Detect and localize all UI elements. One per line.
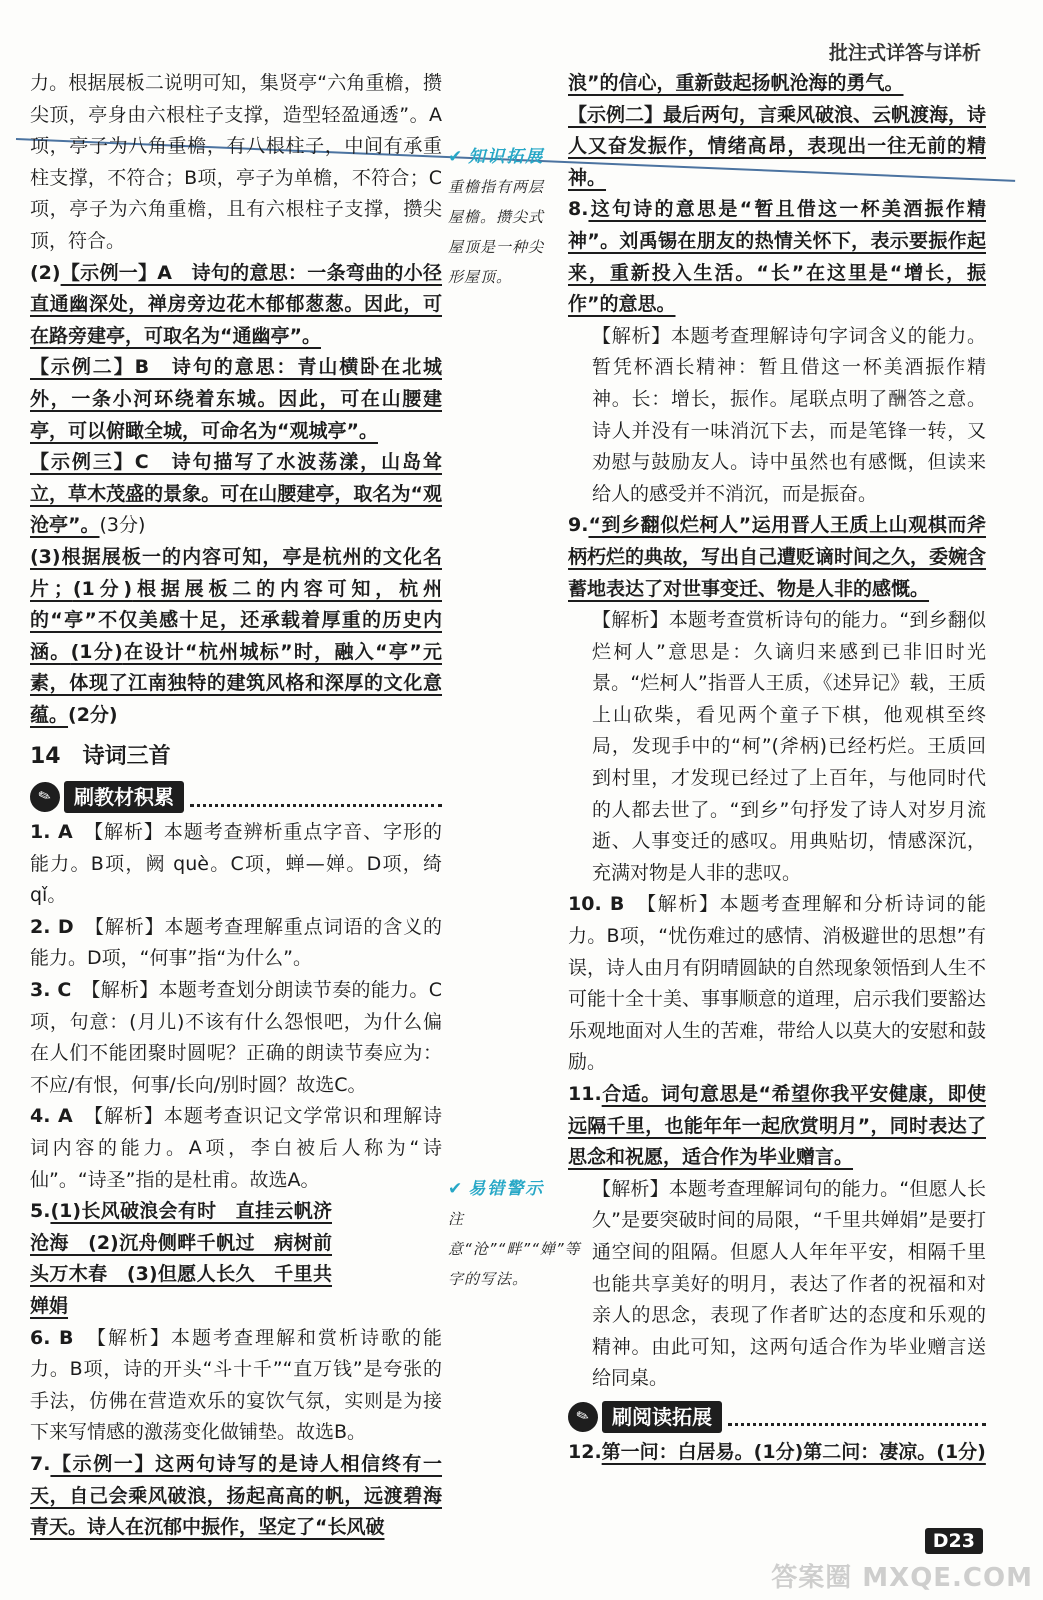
q2-example-3-text: 【示例三】C 诗句描写了水波荡漾，山岛耸立，草木茂盛的景象。可在山腰建亭，取名为“观沧亭”。 bbox=[30, 451, 442, 537]
left-column bbox=[30, 68, 442, 1544]
answer-item-4 bbox=[30, 1101, 442, 1196]
item-text: 【解析】本题考查识记文学常识和理解诗词内容的能力。A项，李白被后人称为“诗仙”。“诗圣”指的是杜甫。故选A。 bbox=[30, 1105, 442, 1191]
right-column bbox=[568, 68, 986, 1469]
item-7-example-2: 【示例二】最后两句，言乘风破浪、云帆渡海，诗人又奋发振作，情绪高昂，表现出一往无前的精神。 bbox=[568, 103, 987, 189]
item-number: 3. C bbox=[30, 979, 72, 1002]
item-text: 【示例一】这两句诗写的是诗人相信终有一天，自己会乘风破浪，扬起高高的帆，远渡碧海青天。诗人在沉郁中振作，坚定了“长风破 bbox=[30, 1452, 442, 1539]
item-text: 这句诗的意思是“暂且借这一杯美酒振作精神”。刘禹锡在朋友的热情关怀下，表示要振作起来，重新投入生活。“长”在这里是“增长，振作”的意思。 bbox=[568, 198, 986, 316]
q2-example-3 bbox=[30, 447, 442, 542]
check-icon: ✔ bbox=[448, 1179, 465, 1199]
q3-part-c: 在设计“杭州城标”时，融入“亭”元素，体现了江南独特的建筑风格和深厚的文化意蕴。 bbox=[30, 640, 442, 726]
banner-textbook-label: 刷教材积累 bbox=[64, 781, 184, 813]
banner-dotted-rule bbox=[190, 788, 442, 807]
q3-part-b: 根据展板二的内容可知，杭州的“亭”不仅美感十足，还承载着厚重的历史内涵。 bbox=[30, 577, 442, 663]
watermark: 答案圈 MXQE.COM bbox=[771, 1563, 1033, 1593]
item-number: 5. bbox=[30, 1200, 51, 1223]
q3-part-a: (3)根据展板一的内容可知，亭是杭州的文化名片； bbox=[30, 545, 442, 600]
side-note-knowledge-text: 重檐指有两层屋檐。攒尖式屋顶是一种尖形屋顶。 bbox=[448, 178, 545, 286]
answer-item-9 bbox=[568, 510, 986, 605]
answer-item-3 bbox=[30, 975, 442, 1101]
banner-reading-label: 刷阅读拓展 bbox=[602, 1401, 722, 1433]
item-number: 2. D bbox=[30, 915, 74, 938]
side-note-mistake-text: 注意“沧”“畔”“婵”等字的写法。 bbox=[448, 1210, 581, 1288]
q3-score-2: (1分) bbox=[70, 640, 123, 663]
side-note-knowledge-title bbox=[448, 142, 556, 172]
q2-prefix: (2) bbox=[30, 261, 61, 284]
q3-score-1: (1分) bbox=[72, 577, 133, 600]
answer-item-5 bbox=[30, 1196, 442, 1322]
item-number: 4. A bbox=[30, 1105, 73, 1128]
banner-reading bbox=[568, 1401, 986, 1433]
page-header: 批注式详答与详析 bbox=[828, 42, 981, 64]
answer-item-8 bbox=[568, 194, 986, 320]
q2-example-1-text: 【示例一】A 诗句的意思：一条弯曲的小径直通幽深处，禅房旁边花木郁郁葱葱。因此，可在路旁建亭，可取名为“通幽亭”。 bbox=[30, 261, 442, 347]
side-note-mistake-title bbox=[448, 1174, 560, 1204]
item-text: 【解析】本题考查辨析重点字音、字形的能力。B项，阙 què。C项，蝉—婵。D项，绮 qǐ。 bbox=[30, 821, 442, 907]
q3-answer bbox=[30, 542, 442, 732]
q2-example-1 bbox=[30, 258, 442, 353]
item-text: 【解析】本题考查理解和赏析诗歌的能力。B项，诗的开头“斗十千”“直万钱”是夸张的手法，仿佛在营造欢乐的宴饮气氛，实则是为接下来写情感的激荡变化做铺垫。故选B。 bbox=[30, 1326, 442, 1444]
item-text: (1)长风破浪会有时 直挂云帆济沧海 (2)沉舟侧畔千帆过 病树前头万木春 (3)但愿人长久 千里共婵娟 bbox=[30, 1200, 332, 1317]
pencil-icon: ✎ bbox=[564, 1398, 602, 1436]
answer-item-2 bbox=[30, 912, 442, 975]
side-note-mistake-label: 易错警示 bbox=[468, 1179, 545, 1199]
item-number: 8. bbox=[568, 198, 589, 221]
q2-score: (3分) bbox=[99, 514, 146, 537]
item-number: 9. bbox=[568, 514, 589, 537]
item-number: 11. bbox=[568, 1083, 602, 1105]
answer-item-6 bbox=[30, 1323, 442, 1449]
banner-textbook bbox=[30, 781, 442, 813]
item-text: 合适。词句意思是“希望你我平安健康，即使远隔千里，也能年年一起欣赏明月”，同时表达了思念和祝愿，适合作为毕业赠言。 bbox=[568, 1083, 986, 1169]
pencil-icon: ✎ bbox=[26, 778, 64, 816]
section-title: 14 诗词三首 bbox=[30, 744, 171, 770]
answer-item-10 bbox=[568, 889, 986, 1079]
check-icon: ✔ bbox=[448, 147, 465, 167]
side-note-knowledge bbox=[448, 142, 556, 292]
item-number: 7. bbox=[30, 1452, 51, 1475]
item-text: 【解析】本题考查理解和分析诗词的能力。B项，“忧伤难过的感情、消极避世的思想”有误，诗人由月有阴晴圆缺的自然现象领悟到人生不可能十全十美、事事顺意的道理，启示我们要豁达乐观地面对人生的苦难，带给人以莫大的安慰和鼓励。 bbox=[568, 893, 987, 1074]
answer-item-11 bbox=[568, 1079, 986, 1174]
q2-example-2: 【示例二】B 诗句的意思：青山横卧在北城外，一条小河环绕着东城。因此，可在山腰建亭，可以俯瞰全城，可命名为“观城亭”。 bbox=[30, 356, 442, 442]
item-text: “到乡翻似烂柯人”运用晋人王质上山观棋而斧柄朽烂的典故，写出自己遭贬谪时间之久，委婉含蓄地表达了对世事变迁、物是人非的感慨。 bbox=[568, 514, 987, 600]
answer-item-12 bbox=[568, 1437, 986, 1469]
item-7-continuation: 浪”的信心，重新鼓起扬帆沧海的勇气。 bbox=[568, 72, 904, 94]
banner-dotted-rule bbox=[728, 1407, 986, 1426]
item-text: 第一问：白居易。(1分)第二问：凄凉。(1分) bbox=[601, 1440, 986, 1463]
intro-paragraph: 力。根据展板二说明可知，集贤亭“六角重檐，攒尖顶，亭身由六根柱子支撑，造型轻盈通透”。A项，亭子为八角重檐，有八根柱子，中间有承重柱支撑，不符合；B项，亭子为单檐，不符合；C项，亭子为六角重檐，且有六根柱子支撑，攒尖顶，符合。 bbox=[30, 72, 442, 252]
item-11-analysis: 【解析】本题考查理解词句的能力。“但愿人长久”是要突破时间的局限，“千里共婵娟”是要打通空间的阻隔。但愿人人年年平安，相隔千里也能共享美好的明月，表达了作者的祝福和对亲人的思念，表现了作者旷达的态度和乐观的精神。由此可知，这两句适合作为毕业赠言送给同桌。 bbox=[592, 1177, 986, 1390]
item-number: 6. B bbox=[30, 1326, 74, 1349]
item-text: 【解析】本题考查理解重点词语的含义的能力。D项，“何事”指“为什么”。 bbox=[30, 915, 442, 970]
side-note-knowledge-label: 知识拓展 bbox=[468, 147, 545, 167]
item-8-analysis: 【解析】本题考查理解诗句字词含义的能力。暂凭杯酒长精神：暂且借这一杯美酒振作精神。长：增长，振作。尾联点明了酬答之意。诗人并没有一味消沉下去，而是笔锋一转，又劝慰与鼓励友人。诗中虽然也有感慨，但读来给人的感受并不消沉，而是振奋。 bbox=[592, 324, 986, 505]
page-number: D23 bbox=[925, 1528, 983, 1554]
answer-item-1 bbox=[30, 817, 442, 912]
item-number: 12. bbox=[568, 1440, 602, 1463]
q3-score-3: (2分) bbox=[68, 703, 118, 726]
item-number: 1. A bbox=[30, 821, 73, 844]
answer-item-7 bbox=[30, 1449, 442, 1544]
item-text: 【解析】本题考查划分朗读节奏的能力。C项，句意：(月儿)不该有什么怨恨吧，为什么偏在人们不能团聚时圆呢？正确的朗读节奏应为：不应/有恨，何事/长向/别时圆？故选C。 bbox=[30, 979, 442, 1096]
side-note-mistake bbox=[448, 1174, 581, 1294]
item-9-analysis: 【解析】本题考查赏析诗句的能力。“到乡翻似烂柯人”意思是：久谪归来感到已非旧时光景。“烂柯人”指晋人王质，《述异记》载，王质上山砍柴，看见两个童子下棋，他观棋至终局，发现手中的“柯”(斧柄)已经朽烂。王质回到村里，才发现已经过了上百年，与他同时代的人都去世了。“到乡”句抒发了诗人对岁月流逝、人事变迁的感叹。用典贴切，情感深沉，充满对物是人非的悲叹。 bbox=[592, 609, 986, 884]
item-number: 10. B bbox=[568, 893, 625, 916]
